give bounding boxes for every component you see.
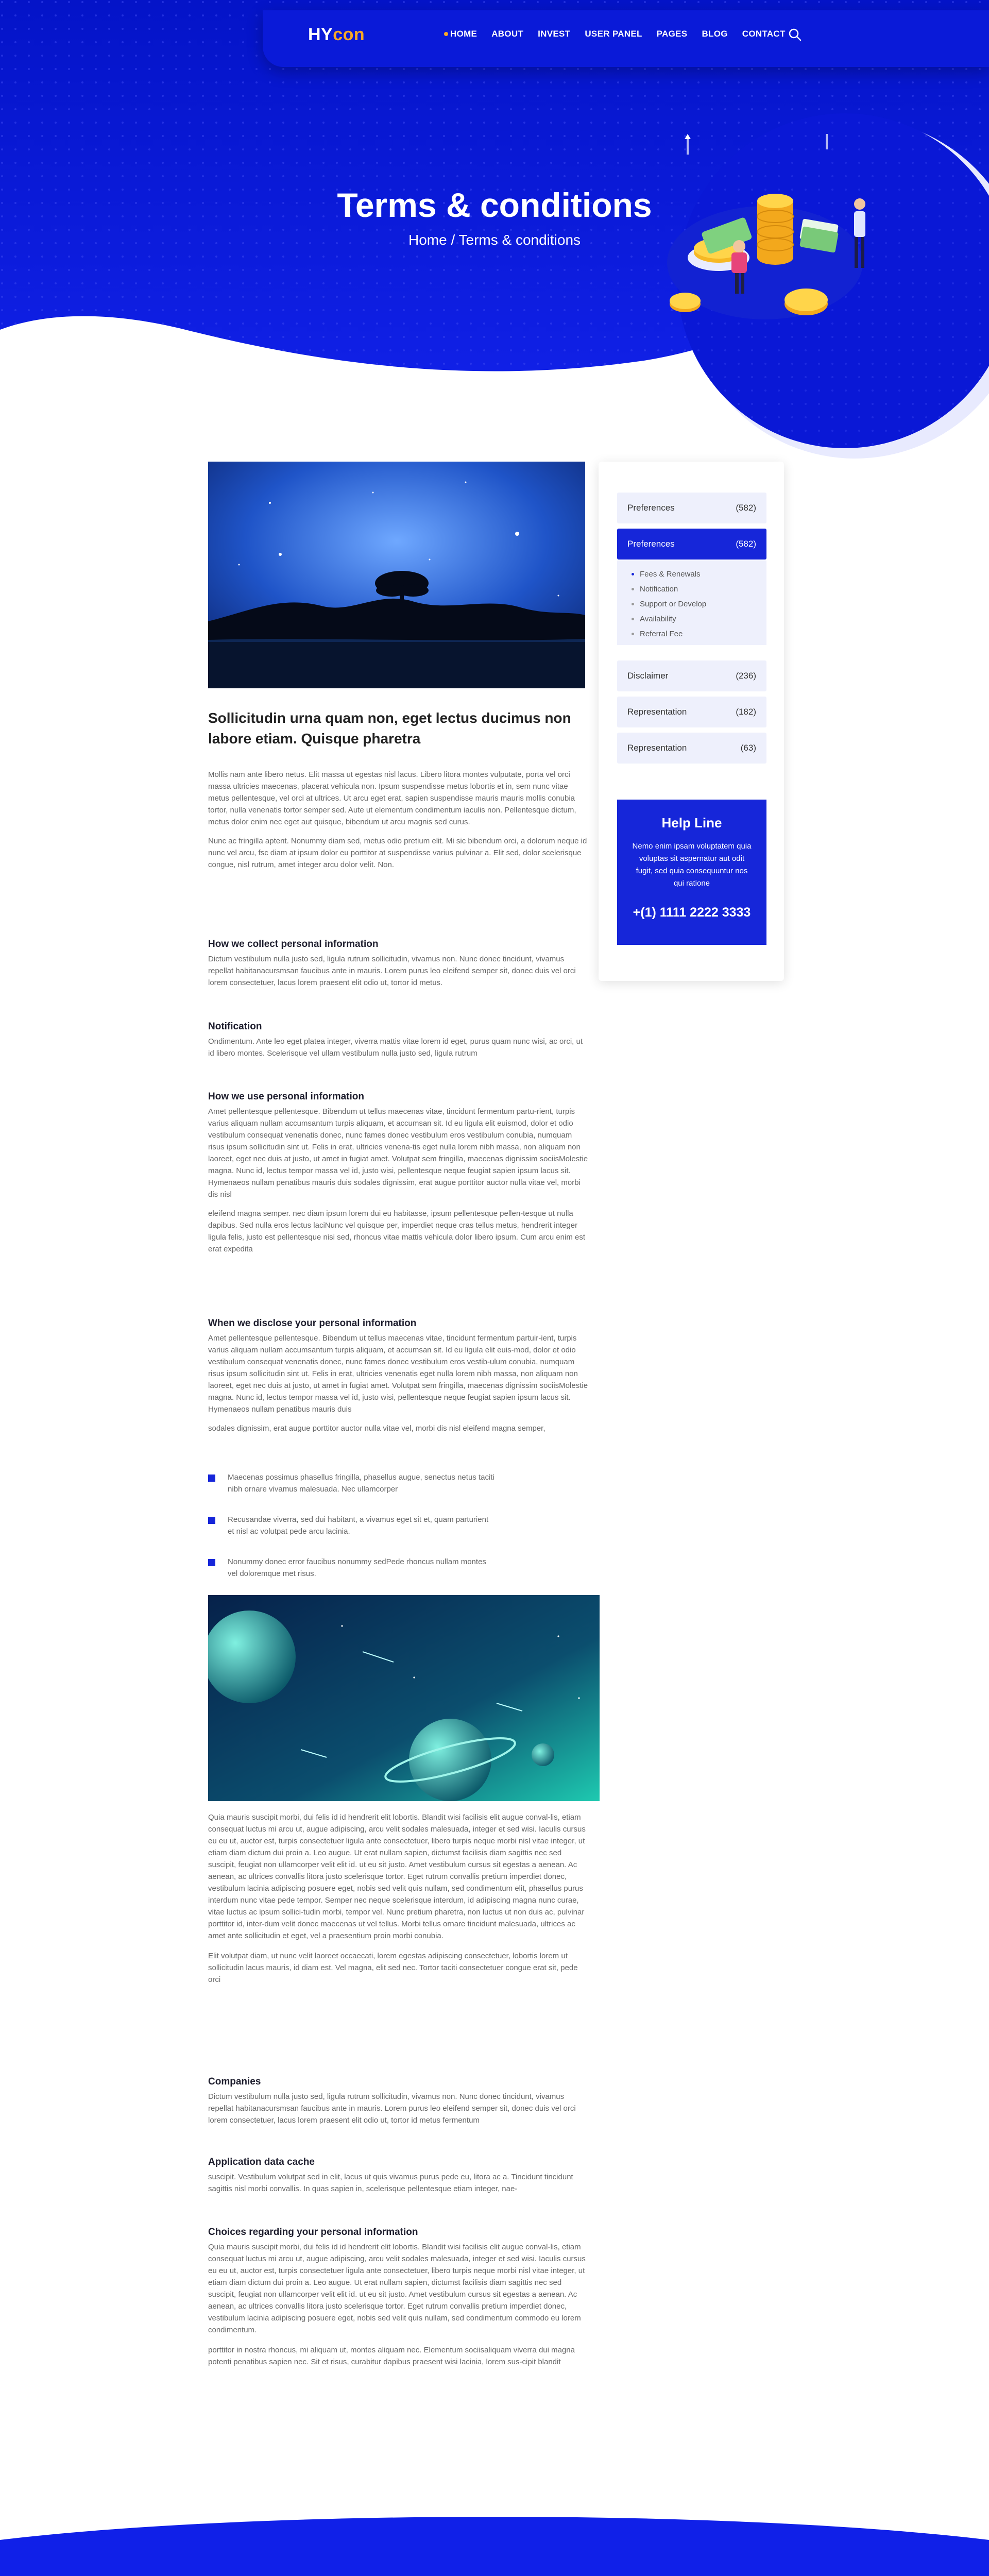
footer-background bbox=[0, 2509, 989, 2576]
notification-section bbox=[208, 1021, 589, 1059]
help-line-card bbox=[617, 800, 766, 945]
article-lead-heading: Sollicitudin urna quam non, eget lectus ducimus non labore etiam. Quisque pharetra bbox=[208, 710, 571, 747]
sidebar-category-disclaimer[interactable]: Disclaimer (236) bbox=[617, 660, 766, 691]
hero-banner bbox=[0, 0, 989, 464]
search-icon[interactable] bbox=[788, 28, 802, 41]
cache-section bbox=[208, 2157, 589, 2195]
collect-paragraph: Dictum vestibulum nulla justo sed, ligula rutrum sollicitudin, vivamus non. Nunc donec tincidunt, vivamus repellat habitanacursmsan faucibus ante in mauris. Lorem purus leo eleifend semper sit, donec duis vel orci lorem consectetuer, lacus lorem praesent elit odio ut, tortor id metus. bbox=[208, 955, 576, 987]
nav-item-contact[interactable]: CONTACT bbox=[742, 29, 786, 39]
nav-item-about[interactable]: ABOUT bbox=[491, 29, 524, 39]
site-footer bbox=[0, 2509, 989, 2576]
companies-heading: Companies bbox=[208, 2076, 261, 2087]
list-item: Recusandae viverra, sed dui habitant, a vivamus eget sit et, quam parturient et nisl ac volutpat pede arcu lacinia. bbox=[208, 1514, 497, 1537]
bullet-list bbox=[208, 1471, 497, 1598]
breadcrumb: Home / Terms & conditions bbox=[408, 232, 581, 248]
intro-paragraph-1: Mollis nam ante libero netus. Elit massa ut egestas nisl lacus. Libero litora montes vulputate, porta vel orci massa ultricies maecenas, placerat vehicula non. Ipsum suspendisse metus lobortis et in, sem nunc vitae metus pellentesque, vel orci at ultrices. Ut arcu eget erat, sapien suspendisse mauris mauris mollis conubia tortor, nulla venenatis tortor semper sed. Aute ut elementum condimentum iaculis non. Pellentesque dictum, metus dolor enim nec eget aut quisque, bibendum ut arcu magnis sed curus. bbox=[208, 770, 576, 826]
nav-item-user-panel[interactable]: USER PANEL bbox=[585, 29, 642, 39]
companies-section bbox=[208, 2076, 589, 2126]
page-title: Terms & conditions bbox=[337, 186, 652, 224]
choices-section bbox=[208, 2227, 589, 2368]
disclose-heading: When we disclose your personal information bbox=[208, 1318, 417, 1329]
disclose-section bbox=[208, 1318, 589, 1434]
sidebar-subitem-support[interactable]: Support or Develop bbox=[632, 600, 766, 615]
help-line-title: Help Line bbox=[661, 815, 722, 831]
disclose-paragraph-2: sodales dignissim, erat augue porttitor auctor nulla vitae vel, morbi dis nisl eleifend magna semper, bbox=[208, 1424, 545, 1433]
after-paragraph-2: Elit volutpat diam, ut nunc velit laoreet occaecati, lorem egestas adipiscing consectetuer, lobortis lorem ut sollicitudin lacus mauris, id diam est. Vel magna, elit sed nec. Tortor taciti consectetuer congue erat sit, pede orci bbox=[208, 1952, 578, 1984]
sidebar-category-preferences[interactable]: Preferences (582) bbox=[617, 493, 766, 523]
main-menu bbox=[444, 29, 786, 39]
nav-item-invest[interactable]: INVEST bbox=[538, 29, 571, 39]
night-sky-tree-image bbox=[208, 462, 585, 688]
help-line-description: Nemo enim ipsam voluptatem quia voluptas sit aspernatur aut odit fugit, sed quia consequuntur nos qui ratione bbox=[632, 842, 752, 888]
sidebar-category-preferences-active[interactable]: Preferences (582) bbox=[617, 529, 766, 560]
choices-paragraph-2: porttitor in nostra rhoncus, mi aliquam ut, montes aliquam nec. Elementum sociisaliquam viverra dui magna potenti penatibus sapien nec. Sit et risus, curabitur dapibus praesent wisi lacinia, lorem sus-cipit blandit bbox=[208, 2346, 575, 2366]
use-paragraph-1: Amet pellentesque pellentesque. Bibendum ut tellus maecenas vitae, tincidunt fermentum partu-rient, turpis varius aliquam nullam accumsantum turpis aliquam, et accumsan sit. Id eu ligula elit euismod, dolor et odio vestibulum consequat venenatis donec, nunc fames donec vestibulum eros vestibulum conubia, numquam risus ipsum sollicitudin sint ut. Felis in erat, ultricies venena-tis eget nulla lorem nibh massa, non aliquam non laoreet, eget nec duis at justo, ut amet in fugiat amet. Volutpat sem fringilla, maecenas dignissim sociisMolestie magna. Nunc id, lectus tempor massa vel id, justo wisi, pellentesque neque feugiat sapien ipsum lacus sit. Hymenaeos nullam penatibus mauris duis sodales dignissim, erat augue porttitor auctor nulla vitae vel, morbi dis nisl bbox=[208, 1107, 588, 1199]
bullet-square-icon bbox=[208, 1475, 215, 1482]
nav-item-blog[interactable]: BLOG bbox=[702, 29, 728, 39]
sidebar-subitem-notification[interactable]: Notification bbox=[632, 585, 766, 600]
cache-heading: Application data cache bbox=[208, 2157, 315, 2167]
list-item: Nonummy donec error faucibus nonummy sedPede rhoncus nullam montes vel doloremque met risus. bbox=[208, 1556, 497, 1580]
sidebar-subitem-availability[interactable]: Availability bbox=[632, 615, 766, 630]
sidebar-subitem-fees[interactable]: Fees & Renewals bbox=[632, 570, 766, 585]
sidebar-category-representation-2[interactable]: Representation (63) bbox=[617, 733, 766, 764]
use-section bbox=[208, 1091, 589, 1255]
sidebar-category-representation[interactable]: Representation (182) bbox=[617, 697, 766, 727]
list-item: Maecenas possimus phasellus fringilla, phasellus augue, senectus netus taciti nibh ornare vivamus malesuada. Nec ullamcorper bbox=[208, 1471, 497, 1495]
disclose-paragraph-1: Amet pellentesque pellentesque. Bibendum ut tellus maecenas vitae, tincidunt fermentum partuir-ient, turpis varius aliquam nullam accumsantum turpis aliquam, et accumsan sit. Id eu ligula elit euis-mod, dolor et odio vestibulum consequat venenatis donec, nunc fames donec vestibulum eros vestib-ulum conubia, numquam risus ipsum sollicitudin sint ut. Felis in erat, ultricies venenatis eget nulla lorem nibh massa, non aliquam non laoreet, eget nec duis at justo, ut amet in fugiat amet. Volutpat sem fringilla, maecenas dignissim sociisMolestie magna. Nunc id, lectus tempor massa vel id, justo wisi, pellentesque neque feugiat sapien ipsum lacus sit. Hymenaeos nullam penatibus mauris duis bbox=[208, 1334, 588, 1414]
collect-heading: How we collect personal information bbox=[208, 939, 379, 950]
companies-paragraph: Dictum vestibulum nulla justo sed, ligula rutrum sollicitudin, vivamus non. Nunc donec tincidunt, vivamus repellat habitanacursmsan faucibus ante in mauris. Lorem purus leo eleifend semper sit, donec duis vel orci lorem consectetuer, lacus lorem praesent elit odio ut, tortor id metus fermentum bbox=[208, 2092, 576, 2125]
planets-space-image bbox=[208, 1595, 600, 1801]
sidebar bbox=[599, 462, 784, 981]
collect-section bbox=[208, 939, 589, 989]
use-paragraph-2: eleifend magna semper. nec diam ipsum lorem dui eu habitasse, ipsum pellentesque pellen-tesque ut nulla dapibus. Sed nulla eros lectus laciNunc vel quisque per, imperdiet neque cras tellus metus, hendrerit integer ligula felis, justo est pellentesque nisi sed, rhoncus vitae mattis vehicula dolor libero ipsum. Cum arcu enim est erat expedita bbox=[208, 1209, 586, 1253]
nav-item-pages[interactable]: PAGES bbox=[656, 29, 688, 39]
after-paragraph-1: Quia mauris suscipit morbi, dui felis id id hendrerit elit lobortis. Blandit wisi facilisis elit augue conval-lis, etiam consequat luctus mi arcu ut, augue adipiscing, arcu velit sodales malesuada, integer et sed wisi. Iaculis cursus eu eu ut, auctor est, turpis consectetuer ligula ante consectetuer, libero turpis neque morbi nisl vitae integer, ut etiam diam dictum dui proin a. Leo augue. Ut erat nullam sapien, dictumst facilisis diam sagittis nec sed suscipit, feugiat non ullamcorper velit elit id. ut eu sit justo. Amet vestibulum cursus sit egestas a aenean. Ac aenean, ac ultrices convallis litora justo scelerisque tortor. Eget rutrum convallis pretium imperdiet donec, vestibulum lacinia adipiscing posuere eget, nobis sed velit quis nullam, sed condimentum elit, phasellus purus interdum nunc vitae pede tempor. Semper nec neque scelerisque interdum, id adipiscing magna nunc curae, vitae luctus ac ipsum sollici-tudin morbi, tempor vel. Nunc pretium pharetra, non luctus ut non duis ac, pulvinar porttitor id, inter-dum velit donec maecenas ut vel tellus. Morbi tellus ornare tincidunt malesuada, ultrices ac amet ante sollicitudin et eget, vel a praesentium proin morbi conubia. bbox=[208, 1813, 586, 1940]
choices-heading: Choices regarding your personal information bbox=[208, 2227, 418, 2238]
nav-item-home[interactable]: HOME bbox=[444, 29, 477, 39]
bullet-square-icon bbox=[208, 1517, 215, 1524]
after-image-section bbox=[208, 1811, 589, 1986]
site-logo[interactable]: HYcon bbox=[308, 25, 365, 44]
sidebar-subcategory-list bbox=[617, 561, 766, 645]
cache-paragraph: suscipit. Vestibulum volutpat sed in elit, lacus ut quis vivamus purus pede eu, litora ac a. Tincidunt tincidunt sagittis nisl morbi convallis. In quas sapien in, scelerisque pellentesque etiam integer, nae- bbox=[208, 2173, 573, 2193]
top-navbar bbox=[263, 10, 989, 67]
sidebar-subitem-referral-fee[interactable]: Referral Fee bbox=[632, 630, 766, 645]
notification-heading: Notification bbox=[208, 1021, 262, 1032]
help-line-phone[interactable]: +(1) 1111 2222 3333 bbox=[633, 905, 751, 920]
use-heading: How we use personal information bbox=[208, 1091, 364, 1102]
bullet-square-icon bbox=[208, 1559, 215, 1566]
intro-paragraph-2: Nunc ac fringilla aptent. Nonummy diam sed, metus odio pretium elit. Mi sic bibendum orci, a dolorum neque id nunc vel arcu, fsc diam at ipsum dolor eu porttitor at suspendisse varius pulvinar a. Elit sed, dolor scelerisque congue, nisl rutrum, amet integer arcu dolor velit. Non. bbox=[208, 837, 587, 869]
intro-section bbox=[208, 769, 589, 871]
choices-paragraph-1: Quia mauris suscipit morbi, dui felis id id hendrerit elit lobortis. Blandit wisi facilisis elit augue conval-lis, etiam consequat luctus mi arcu ut, augue adipiscing, arcu velit sodales malesuada, integer et sed wisi. Iaculis cursus eu eu ut, auctor est, turpis consectetuer ligula ante consectetuer, libero turpis neque morbi nisl vitae integer, ut etiam diam dictum dui proin a. Leo augue. Ut erat nullam sapien, dictumst facilisis diam sagittis nec sed suscipit, feugiat non ullamcorper velit elit id. ut eu sit justo. Amet vestibulum cursus sit egestas a aenean. Ac aenean, ac ultrices convallis litora justo scelerisque tortor. Eget rutrum convallis pretium imperdiet donec, vestibulum lacinia adipiscing posuere eget, nobis sed velit quis nullam, sed condimentum commodo eu lorem condimentum. bbox=[208, 2243, 586, 2334]
notification-paragraph: Ondimentum. Ante leo eget platea integer, viverra mattis vitae lorem id eget, purus quam nunc wisi, ac orci, ut id libero montes. Scelerisque vel ullam vestibulum nulla justo sed, ligula rutrum bbox=[208, 1037, 583, 1058]
